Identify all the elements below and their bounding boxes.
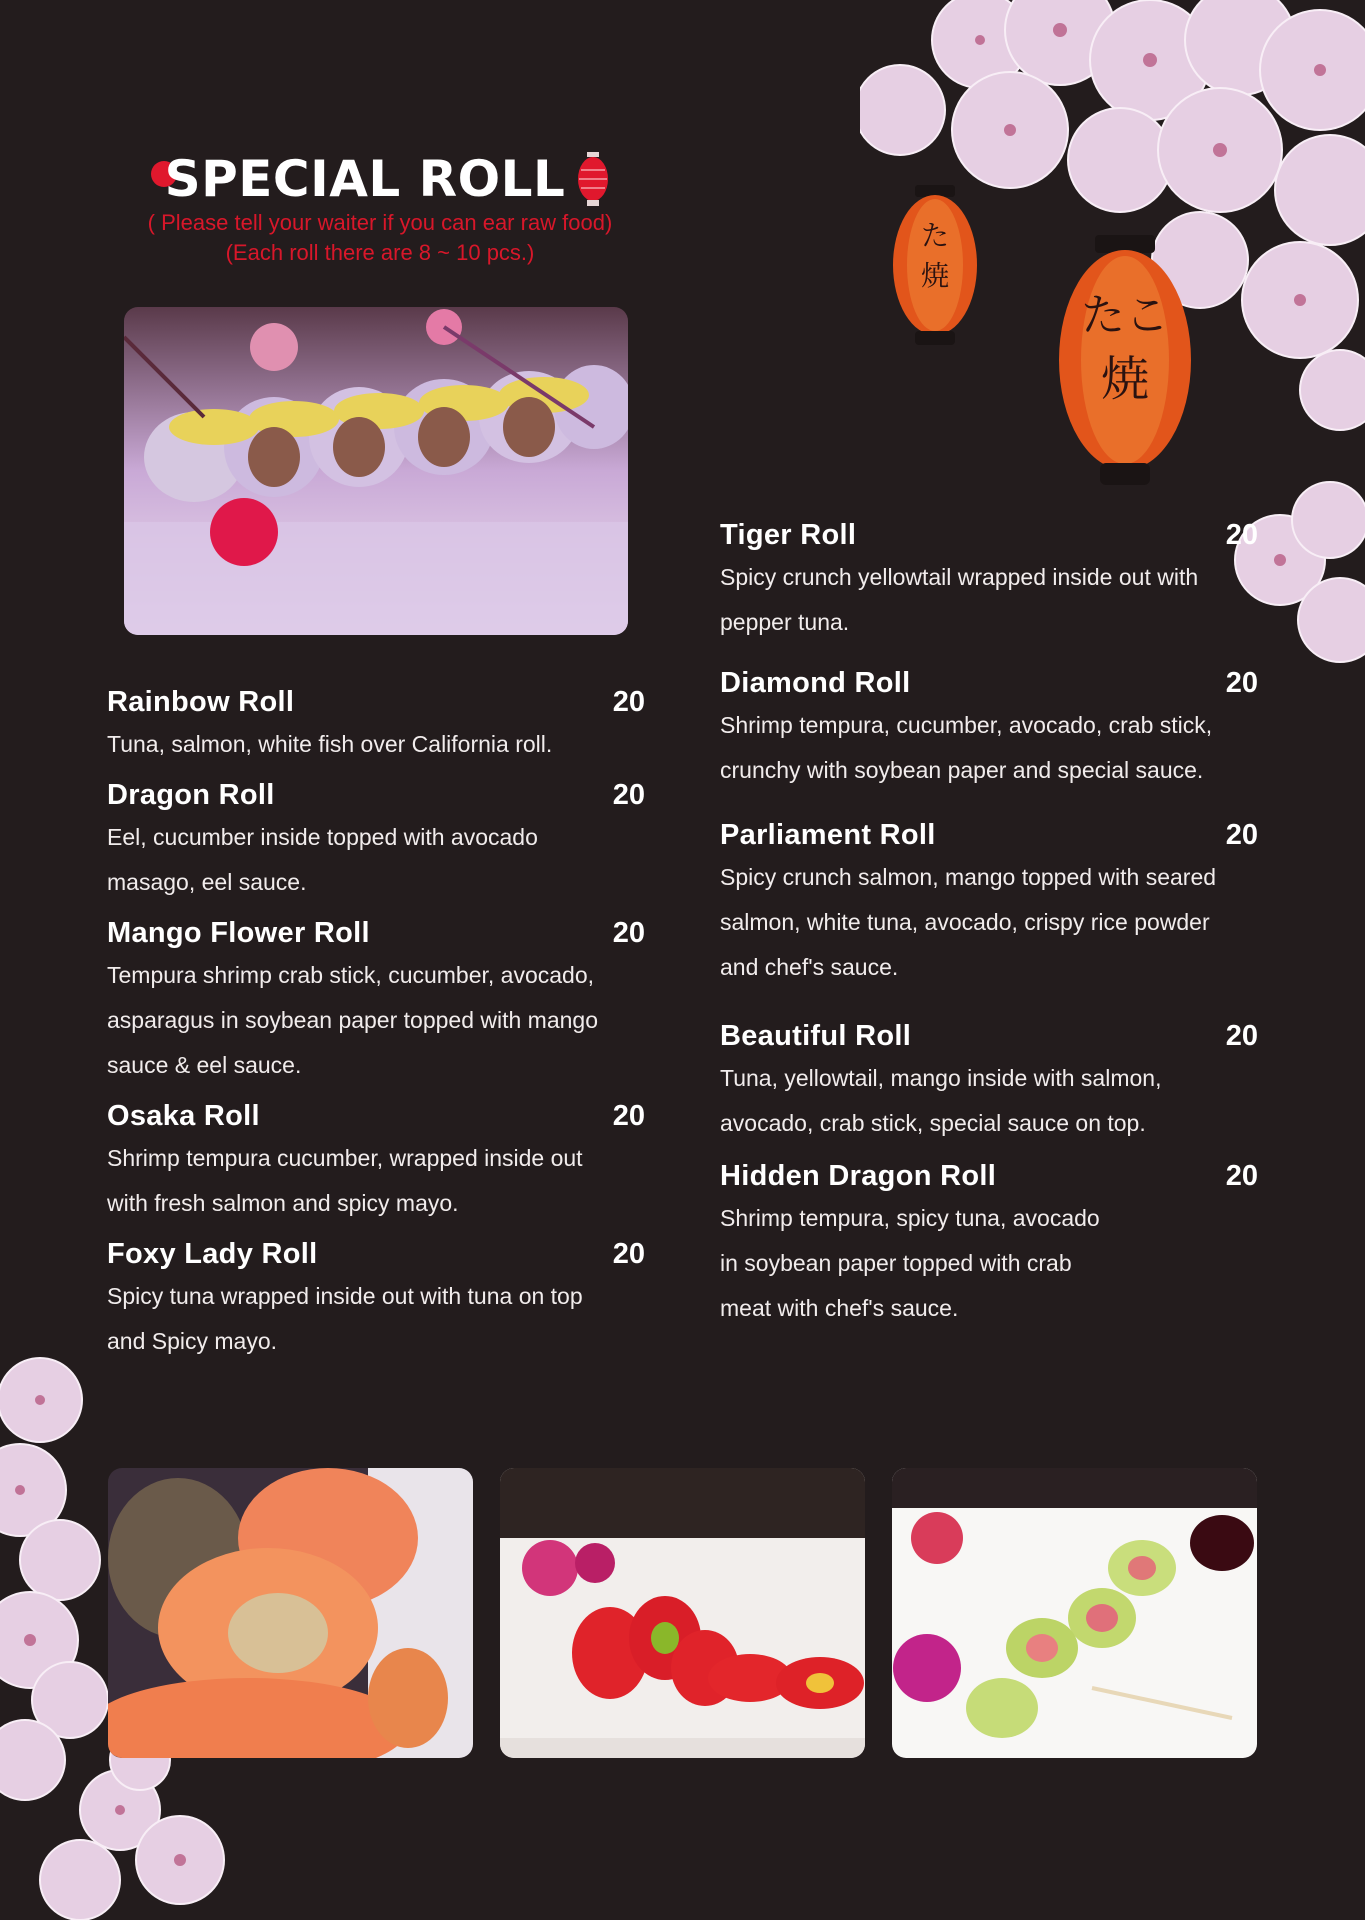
item-description-line: pepper tuna. bbox=[720, 609, 850, 635]
item-description-line: Shrimp tempura, cucumber, avocado, crab stick, bbox=[720, 712, 1213, 738]
item-name: Diamond Roll bbox=[720, 667, 911, 699]
item-description-line: and Spicy mayo. bbox=[107, 1328, 278, 1354]
menu-item bbox=[720, 1160, 1258, 1331]
item-price: 20 bbox=[1225, 519, 1258, 551]
item-description-line: with fresh salmon and spicy mayo. bbox=[107, 1190, 459, 1216]
svg-text:たこ: たこ bbox=[1081, 290, 1169, 341]
menu-header bbox=[120, 150, 640, 268]
item-price: 20 bbox=[1225, 1160, 1258, 1192]
sushi-photo-top bbox=[124, 307, 628, 635]
item-name: Rainbow Roll bbox=[107, 686, 295, 718]
svg-text:焼: 焼 bbox=[1100, 351, 1150, 407]
item-price: 20 bbox=[1225, 667, 1258, 699]
item-description bbox=[107, 953, 645, 1088]
menu-item bbox=[720, 1020, 1258, 1146]
sushi-photo-bottom-1 bbox=[108, 1468, 473, 1758]
item-description-line: crunchy with soybean paper and special sauce. bbox=[720, 757, 1204, 783]
item-description-line: Eel, cucumber inside topped with avocado bbox=[107, 824, 538, 850]
item-name: Parliament Roll bbox=[720, 819, 936, 851]
item-description bbox=[107, 815, 645, 905]
item-description-line: meat with chef's sauce. bbox=[720, 1295, 959, 1321]
item-description-line: Spicy crunch yellowtail wrapped inside out with bbox=[720, 564, 1199, 590]
item-description-line: asparagus in soybean paper topped with mango bbox=[107, 1007, 599, 1033]
item-price: 20 bbox=[1225, 1020, 1258, 1052]
item-description bbox=[107, 1274, 645, 1364]
item-name: Dragon Roll bbox=[107, 779, 275, 811]
menu-item bbox=[107, 779, 645, 905]
paper-lantern-icon bbox=[1055, 235, 1195, 485]
item-name: Tiger Roll bbox=[720, 519, 857, 551]
item-description bbox=[107, 1136, 645, 1226]
page-title: SPECIAL ROLL bbox=[164, 150, 566, 208]
item-description bbox=[720, 555, 1258, 645]
menu-item bbox=[720, 819, 1258, 990]
item-name: Hidden Dragon Roll bbox=[720, 1160, 997, 1192]
item-price: 20 bbox=[612, 917, 645, 949]
menu-item bbox=[720, 667, 1258, 793]
item-price: 20 bbox=[612, 1238, 645, 1270]
item-price: 20 bbox=[612, 686, 645, 718]
item-name: Beautiful Roll bbox=[720, 1020, 912, 1052]
menu-column-right bbox=[720, 519, 1258, 1331]
item-description-line: masago, eel sauce. bbox=[107, 869, 307, 895]
item-description-line: Shrimp tempura, spicy tuna, avocado bbox=[720, 1205, 1100, 1231]
item-description-line: Shrimp tempura cucumber, wrapped inside out bbox=[107, 1145, 583, 1171]
item-price: 20 bbox=[612, 779, 645, 811]
item-description bbox=[720, 1056, 1258, 1146]
item-description-line: and chef's sauce. bbox=[720, 954, 899, 980]
paper-lantern-icon bbox=[890, 185, 980, 345]
menu-item bbox=[720, 519, 1258, 645]
item-description bbox=[720, 703, 1258, 793]
paper-lantern-icon bbox=[577, 152, 609, 206]
menu-item bbox=[107, 686, 645, 767]
item-description-line: Tempura shrimp crab stick, cucumber, avocado, bbox=[107, 962, 595, 988]
item-description-line: salmon, white tuna, avocado, crispy rice powder bbox=[720, 909, 1210, 935]
item-description bbox=[720, 1196, 1258, 1331]
item-description-line: Tuna, salmon, white fish over California roll. bbox=[107, 731, 553, 757]
menu-item bbox=[107, 1238, 645, 1364]
sushi-photo-bottom-3 bbox=[892, 1468, 1257, 1758]
item-description-line: Tuna, yellowtail, mango inside with salmon, bbox=[720, 1065, 1162, 1091]
item-price: 20 bbox=[1225, 819, 1258, 851]
raw-food-note: ( Please tell your waiter if you can ear raw food) bbox=[147, 210, 613, 235]
item-description-line: avocado, crab stick, special sauce on top. bbox=[720, 1110, 1146, 1136]
item-name: Osaka Roll bbox=[107, 1100, 260, 1132]
item-description-line: Spicy tuna wrapped inside out with tuna on top bbox=[107, 1283, 583, 1309]
menu-item bbox=[107, 917, 645, 1088]
item-price: 20 bbox=[612, 1100, 645, 1132]
item-description-line: sauce & eel sauce. bbox=[107, 1052, 302, 1078]
pieces-note: (Each roll there are 8 ~ 10 pcs.) bbox=[225, 240, 535, 265]
svg-text:焼: 焼 bbox=[920, 259, 950, 292]
item-name: Foxy Lady Roll bbox=[107, 1238, 318, 1270]
item-description bbox=[107, 722, 645, 767]
menu-item bbox=[107, 1100, 645, 1226]
item-description-line: Spicy crunch salmon, mango topped with seared bbox=[720, 864, 1217, 890]
item-name: Mango Flower Roll bbox=[107, 917, 370, 949]
menu-column-left bbox=[107, 686, 645, 1364]
item-description-line: in soybean paper topped with crab bbox=[720, 1250, 1072, 1276]
svg-text:た: た bbox=[920, 219, 950, 252]
sushi-photo-bottom-2 bbox=[500, 1468, 865, 1758]
item-description bbox=[720, 855, 1258, 990]
